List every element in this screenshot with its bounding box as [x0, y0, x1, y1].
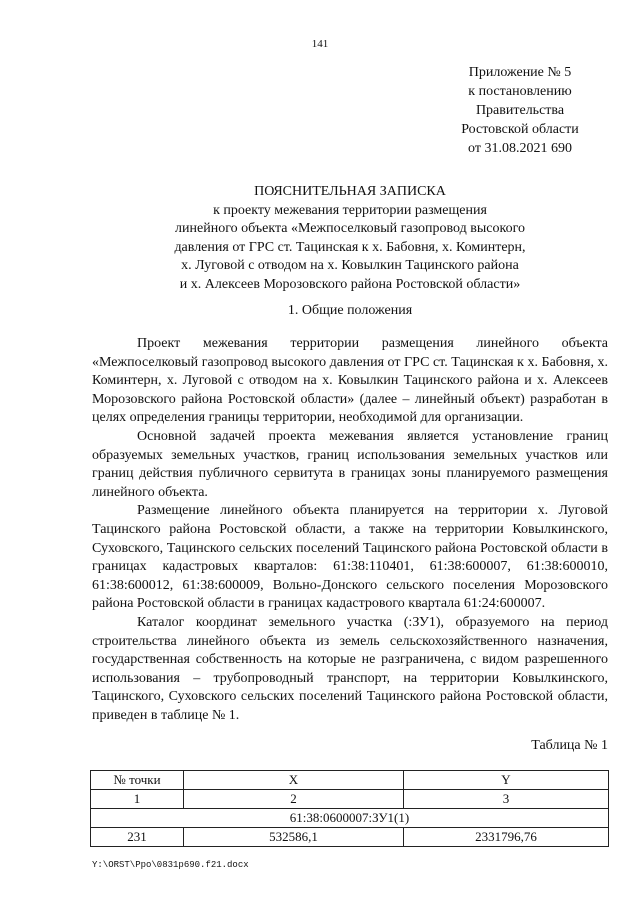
footer-file-path: Y:\ORST\Ppo\0831p690.f21.docx [92, 860, 249, 870]
table-cell: 2 [184, 790, 404, 809]
title-line: и х. Алексеев Морозовского района Ростовской области» [179, 276, 521, 292]
table-header-row [91, 771, 609, 790]
table-cell: 231 [91, 828, 184, 847]
group-label: 61:38:0600007:ЗУ1(1) [91, 809, 609, 828]
body-text [92, 335, 608, 725]
coordinates-table [90, 770, 609, 847]
paragraph: Проект межевания территории размещения линейного объекта «Межпоселковый газопровод высокого давления от ГРС ст. Тацинская к х. Бабовня, х. Коминтерн, х. Луговой с отводом на х. Ковылкин Тацинского района и х. Алексеев Морозовского района Ростовской области» (далее – линейный объект) разработан в целях определения границы территории, необходимой для организации. [92, 336, 608, 426]
table-cell: 532586,1 [184, 828, 404, 847]
column-header-point: № точки [91, 771, 184, 790]
appendix-line: от 31.08.2021 690 [468, 141, 572, 156]
document-title [120, 183, 580, 294]
table-row [91, 828, 609, 847]
title-line: линейного объекта «Межпоселковый газопровод высокого [175, 221, 525, 236]
appendix-block [440, 63, 600, 158]
table-group-row [91, 809, 609, 828]
section-heading: 1. Общие положения [287, 303, 413, 318]
table-cell: 1 [91, 790, 184, 809]
paragraph: Размещение линейного объекта планируется на территории х. Луговой Тацинского района Ростовской области, а также на территории Ковылкинского, Суховского, Тацинского сельских поселений Тацинского района Ростовской области в границах кадастровых кварталов: 61:38:110401, 61:38:600007, 61:38:600010, 61:38:600012, 61:38:600009, Вольно-Донского сельского поселения Морозовского района Ростовской области в границах кадастрового квартала 61:24:600007. [92, 503, 608, 612]
title-line: к проекту межевания территории размещения [213, 202, 487, 218]
appendix-line: Приложение № 5 [468, 65, 572, 80]
title-line: ПОЯСНИТЕЛЬНАЯ ЗАПИСКА [254, 184, 446, 199]
title-line: х. Луговой с отводом на х. Ковылкин Тацинского района [181, 258, 519, 273]
paragraph: Каталог координат земельного участка (:ЗУ1), образуемого на период строительства линейного объекта из земель сельскохозяйственного назначения, государственная собственность на которые не разграничена, с видом разрешенного использования – трубопроводный транспорт, на территории Ковылкинского, Тацинского, Суховского сельских поселений Тацинского района Ростовской области, приведен в таблице № 1. [92, 614, 608, 723]
title-line: давления от ГРС ст. Тацинская к х. Бабовня, х. Коминтерн, [174, 239, 526, 255]
column-header-x: X [184, 771, 404, 790]
appendix-line: Ростовской области [461, 122, 579, 137]
table-cell: 3 [404, 790, 609, 809]
paragraph: Основной задачей проекта межевания является установление границ образуемых земельных участков, границ использования земельных участков или границ действия публичного сервитута в границах зоны планируемого размещения линейного объекта. [92, 428, 608, 500]
table-caption: Таблица № 1 [531, 738, 608, 753]
appendix-line: Правительства [475, 103, 565, 118]
page-number: 141 [311, 38, 329, 50]
table-number-row [91, 790, 609, 809]
table-cell: 2331796,76 [404, 828, 609, 847]
column-header-y: Y [404, 771, 609, 790]
appendix-line: к постановлению [468, 84, 572, 99]
